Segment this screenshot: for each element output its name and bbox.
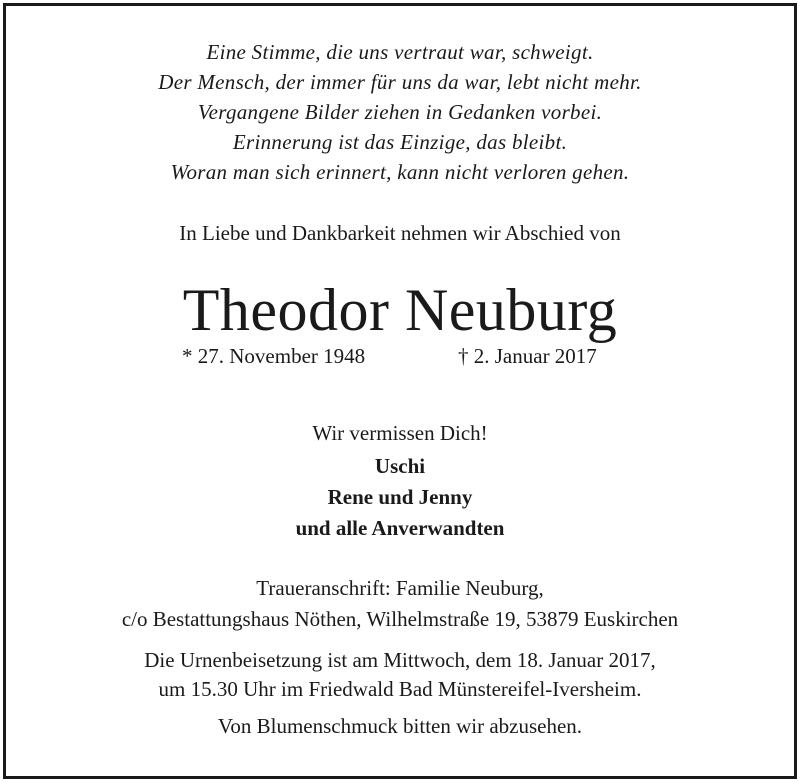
miss-text: Wir vermissen Dich! bbox=[312, 421, 488, 445]
address-line: Traueranschrift: Familie Neuburg, bbox=[256, 576, 544, 600]
poem-line: Vergangene Bilder ziehen in Gedanken vorbei. bbox=[197, 100, 603, 124]
family-line: Rene und Jenny bbox=[327, 485, 473, 509]
burial-line: Die Urnenbeisetzung ist am Mittwoch, dem 18. Januar 2017, bbox=[144, 648, 656, 672]
family-line: und alle Anverwandten bbox=[295, 516, 505, 540]
address-line: c/o Bestattungshaus Nöthen, Wilhelmstraße 19, 53879 Euskirchen bbox=[121, 607, 679, 631]
poem-line: Eine Stimme, die uns vertraut war, schweigt. bbox=[206, 40, 594, 64]
burial-line: um 15.30 Uhr im Friedwald Bad Münstereifel-Iversheim. bbox=[158, 677, 642, 701]
poem-line: Erinnerung ist das Einzige, das bleibt. bbox=[232, 130, 568, 154]
flowers-note: Von Blumenschmuck bitten wir abzusehen. bbox=[217, 714, 583, 738]
deceased-name: Theodor Neuburg bbox=[182, 277, 618, 343]
death-date: † 2. Januar 2017 bbox=[458, 344, 597, 368]
birth-date: * 27. November 1948 bbox=[182, 344, 366, 368]
poem-line: Der Mensch, der immer für uns da war, lebt nicht mehr. bbox=[158, 70, 642, 94]
intro-text: In Liebe und Dankbarkeit nehmen wir Abschied von bbox=[179, 221, 621, 245]
poem-line: Woran man sich erinnert, kann nicht verloren gehen. bbox=[170, 160, 630, 184]
family-line: Uschi bbox=[374, 454, 426, 478]
